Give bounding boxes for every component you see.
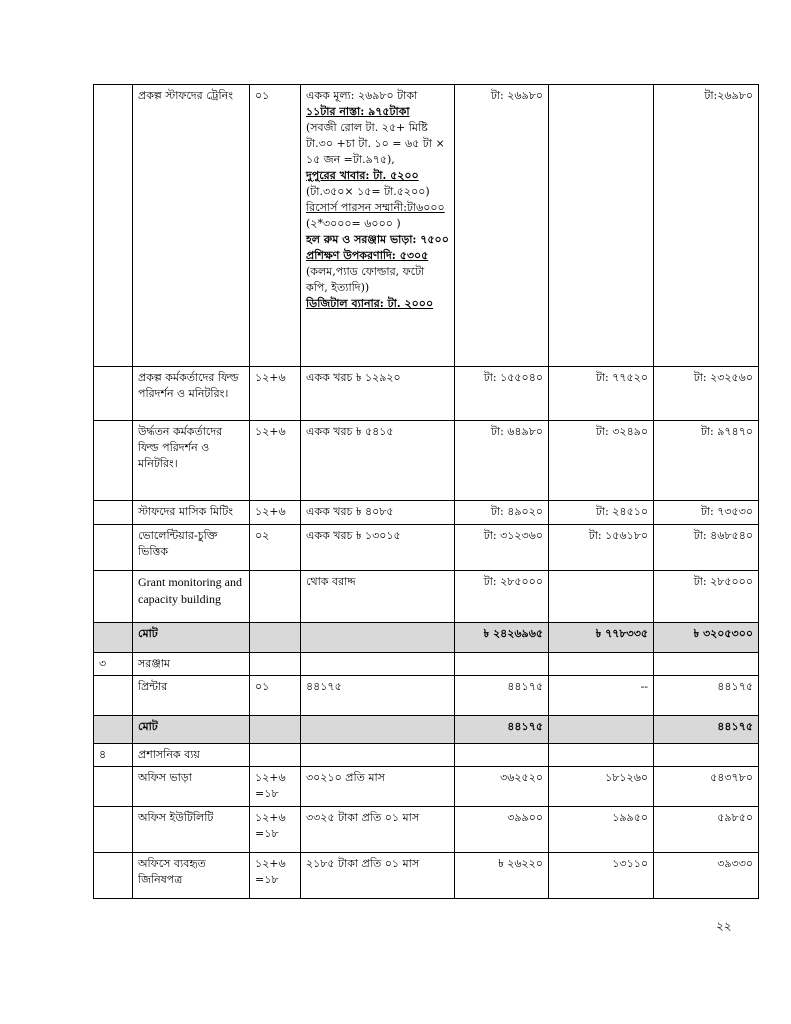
item-text: মোট <box>138 627 158 640</box>
quantity-text: ০১ <box>255 89 270 102</box>
table-row <box>94 525 759 571</box>
quantity-text: ১২+৬ <box>255 505 286 518</box>
unit-cost-cell <box>301 623 455 653</box>
cost-detail-line: ৪৪১৭৫ <box>306 680 342 693</box>
item-cell <box>133 501 250 525</box>
year1-amount-cell <box>455 623 549 653</box>
budget-table <box>93 84 759 899</box>
year1-amount-cell <box>455 767 549 807</box>
year2-amount-cell <box>549 853 654 899</box>
item-text: অফিস ইউটিলিটি <box>138 811 214 824</box>
table-row <box>94 853 759 899</box>
year2-amount-text: টা: ৩২৪৯০ <box>595 425 648 438</box>
year1-amount-cell <box>455 807 549 853</box>
cost-detail-line: ১১টার নাস্তা: ৯৭৫টাকা <box>306 105 410 118</box>
total-amount-text: টা: ২৩২৫৬০ <box>693 371 753 384</box>
table-row <box>94 501 759 525</box>
unit-cost-cell <box>301 501 455 525</box>
year1-amount-text: টা: ২৮৫০০০ <box>483 575 543 588</box>
serial-cell <box>94 676 133 716</box>
unit-cost-cell <box>301 744 455 767</box>
serial-cell <box>94 501 133 525</box>
item-text: Grant monitoring and capacity building <box>138 575 242 606</box>
table-row <box>94 653 759 676</box>
serial-cell <box>94 767 133 807</box>
year2-amount-text: টা: ২৪৫১০ <box>595 505 648 518</box>
cost-detail-line: ৩০২১০ প্রতি মাস <box>306 771 385 784</box>
year1-amount-cell <box>455 525 549 571</box>
year1-amount-cell <box>455 421 549 501</box>
item-cell <box>133 85 250 367</box>
unit-cost-cell <box>301 571 455 623</box>
total-amount-text: টা: ৯৭৪৭০ <box>700 425 753 438</box>
year2-amount-cell <box>549 501 654 525</box>
quantity-cell <box>250 623 301 653</box>
year1-amount-text: ৩৬২৫২০ <box>500 771 543 784</box>
serial-cell <box>94 85 133 367</box>
total-amount-cell <box>654 653 759 676</box>
unit-cost-cell <box>301 85 455 367</box>
item-text: প্রকল্প কর্মকর্তাদের ফিল্ড পরিদর্শন ও মনিটরিং। <box>138 371 239 400</box>
year1-amount-text: ৪৪১৭৫ <box>507 720 543 733</box>
quantity-text: ০২ <box>255 529 270 542</box>
unit-cost-cell <box>301 716 455 744</box>
total-amount-text: ৩৯৩৩০ <box>717 857 753 870</box>
table-row <box>94 367 759 421</box>
total-amount-text: টা: ৭৩৫৩০ <box>700 505 753 518</box>
year2-amount-text: -- <box>640 680 648 693</box>
year2-amount-cell <box>549 744 654 767</box>
unit-cost-cell <box>301 676 455 716</box>
total-amount-cell <box>654 525 759 571</box>
year2-amount-cell <box>549 716 654 744</box>
year2-amount-text: ৳ ৭৭৮৩৩৫ <box>595 627 648 640</box>
total-amount-cell <box>654 571 759 623</box>
total-amount-cell <box>654 853 759 899</box>
unit-cost-cell <box>301 853 455 899</box>
table-row <box>94 744 759 767</box>
total-amount-text: টা: ২৮৫০০০ <box>693 575 753 588</box>
year2-amount-cell <box>549 367 654 421</box>
year1-amount-cell <box>455 571 549 623</box>
item-text: উর্দ্ধতন কর্মকর্তাদের ফিল্ড পরিদর্শন ও মনিটরিং। <box>138 425 223 470</box>
year1-amount-cell <box>455 853 549 899</box>
page-number: ২২ <box>716 919 732 933</box>
quantity-cell <box>250 525 301 571</box>
year2-amount-cell <box>549 421 654 501</box>
quantity-cell <box>250 853 301 899</box>
unit-cost-cell <box>301 525 455 571</box>
quantity-cell <box>250 807 301 853</box>
cost-detail-line: একক মূল্য: ২৬৯৮০ টাকা <box>306 89 418 102</box>
year2-amount-text: ১৩১১০ <box>612 857 648 870</box>
quantity-cell <box>250 653 301 676</box>
cost-detail-line: রিসোর্স পারসন সম্মানী:টা৬০০০ <box>306 201 445 214</box>
item-text: মোট <box>138 720 158 733</box>
total-amount-cell <box>654 367 759 421</box>
total-amount-cell <box>654 807 759 853</box>
serial-cell <box>94 367 133 421</box>
unit-cost-cell <box>301 767 455 807</box>
serial-cell <box>94 744 133 767</box>
year1-amount-text: ৪৪১৭৫ <box>507 680 543 693</box>
year2-amount-cell <box>549 676 654 716</box>
total-amount-cell <box>654 421 759 501</box>
quantity-cell <box>250 767 301 807</box>
cost-detail-line: ২১৮৫ টাকা প্রতি ০১ মাস <box>306 857 420 870</box>
item-cell <box>133 367 250 421</box>
year2-amount-cell <box>549 623 654 653</box>
year2-amount-cell <box>549 807 654 853</box>
serial-cell <box>94 853 133 899</box>
quantity-cell <box>250 501 301 525</box>
total-amount-cell <box>654 85 759 367</box>
serial-cell <box>94 716 133 744</box>
item-text: প্রিন্টার <box>138 680 168 693</box>
table-row <box>94 421 759 501</box>
total-amount-text: ৫৪৩৭৮০ <box>710 771 753 784</box>
year1-amount-cell <box>455 716 549 744</box>
year1-amount-text: ৳ ২৬২২০ <box>498 857 543 870</box>
total-amount-text: টা:২৬৯৮০ <box>704 89 753 102</box>
year1-amount-cell <box>455 85 549 367</box>
total-amount-cell <box>654 767 759 807</box>
unit-cost-cell <box>301 653 455 676</box>
cost-detail-line: দুপুরের খাবার: টা. ৫২০০ <box>306 169 419 182</box>
serial-cell <box>94 653 133 676</box>
year2-amount-cell <box>549 571 654 623</box>
year2-amount-cell <box>549 653 654 676</box>
year1-amount-cell <box>455 744 549 767</box>
table-row <box>94 85 759 367</box>
item-cell <box>133 767 250 807</box>
item-cell <box>133 716 250 744</box>
quantity-cell <box>250 421 301 501</box>
total-amount-text: ৪৪১৭৫ <box>717 720 753 733</box>
unit-cost-cell <box>301 367 455 421</box>
year2-amount-text: টা: ১৫৬১৮০ <box>588 529 648 542</box>
quantity-cell <box>250 676 301 716</box>
unit-cost-cell <box>301 421 455 501</box>
year1-amount-cell <box>455 501 549 525</box>
quantity-text: ১২+৬ =১৮ <box>255 811 286 840</box>
cost-detail-line: একক খরচ ৳ ১২৯২০ <box>306 371 401 384</box>
total-row <box>94 623 759 653</box>
year1-amount-text: ৳ ২৪২৬৯৬৫ <box>483 627 543 640</box>
year1-amount-text: টা: ৩১২৩৬০ <box>483 529 543 542</box>
table-row <box>94 571 759 623</box>
cost-detail-line: (টা.৩৫০× ১৫= টা.৫২০০) <box>306 185 430 198</box>
year1-amount-cell <box>455 653 549 676</box>
item-cell <box>133 623 250 653</box>
serial-text: ৩ <box>99 657 107 670</box>
quantity-cell <box>250 744 301 767</box>
year2-amount-text: ১৯৯৫০ <box>612 811 648 824</box>
year2-amount-text: ১৮১২৬০ <box>605 771 648 784</box>
quantity-cell <box>250 716 301 744</box>
serial-cell <box>94 807 133 853</box>
quantity-text: ১২+৬ =১৮ <box>255 857 286 886</box>
total-amount-text: টা: ৪৬৮৫৪০ <box>693 529 753 542</box>
item-text: ভোলেন্টিয়ার-চুক্তি ভিত্তিক <box>138 529 218 558</box>
cost-detail-line: একক খরচ ৳ ১৩০১৫ <box>306 529 401 542</box>
cost-detail-line: (২*৩০০০= ৬০০০ ) <box>306 217 401 230</box>
total-row <box>94 716 759 744</box>
serial-cell <box>94 571 133 623</box>
year1-amount-text: ৩৯৯০০ <box>507 811 543 824</box>
item-text: প্রকল্প স্টাফদের ট্রেনিং <box>138 89 233 102</box>
total-amount-cell <box>654 623 759 653</box>
cost-detail-line: প্রশিক্ষণ উপকরণাদি: ৫৩০৫ <box>306 249 429 262</box>
total-amount-text: ৫৯৮৫০ <box>717 811 753 824</box>
quantity-cell <box>250 85 301 367</box>
item-cell <box>133 525 250 571</box>
cost-detail-line: একক খরচ ৳ ৫৪১৫ <box>306 425 394 438</box>
item-text: প্রশাসনিক ব্যয় <box>138 748 200 761</box>
year1-amount-text: টা: ২৬৯৮০ <box>490 89 543 102</box>
cost-detail-line: (কলম,প্যাড ফোল্ডার, ফটো কপি, ইত্যাদি)) <box>306 265 425 294</box>
item-text: অফিস ভাড়া <box>138 771 192 784</box>
year1-amount-text: টা: ১৫৫০৪০ <box>483 371 543 384</box>
table-row <box>94 676 759 716</box>
year1-amount-text: টা: ৬৪৯৮০ <box>490 425 543 438</box>
cost-detail-line: একক খরচ ৳ ৪০৮৫ <box>306 505 394 518</box>
quantity-text: ১২+৬ <box>255 371 286 384</box>
item-text: অফিসে ব্যবহৃত জিনিষপত্র <box>138 857 206 886</box>
cost-detail-line: থোক বরাদ্দ <box>306 575 356 588</box>
unit-cost-cell <box>301 807 455 853</box>
year2-amount-cell <box>549 525 654 571</box>
cost-detail-line: ৩৩২৫ টাকা প্রতি ০১ মাস <box>306 811 420 824</box>
item-text: স্টাফদের মাসিক মিটিং <box>138 505 233 518</box>
table-row <box>94 807 759 853</box>
cost-detail-line: হল রুম ও সরঞ্জাম ভাড়া: ৭৫০০ <box>306 233 449 246</box>
item-text: সরঞ্জাম <box>138 657 171 670</box>
total-amount-text: ৪৪১৭৫ <box>717 680 753 693</box>
total-amount-cell <box>654 716 759 744</box>
year1-amount-text: টা: ৪৯০২০ <box>490 505 543 518</box>
total-amount-cell <box>654 501 759 525</box>
year1-amount-cell <box>455 367 549 421</box>
item-cell <box>133 421 250 501</box>
serial-cell <box>94 421 133 501</box>
serial-cell <box>94 525 133 571</box>
quantity-cell <box>250 367 301 421</box>
quantity-text: ১২+৬ <box>255 425 286 438</box>
total-amount-cell <box>654 744 759 767</box>
year1-amount-cell <box>455 676 549 716</box>
year2-amount-text: টা: ৭৭৫২০ <box>595 371 648 384</box>
item-cell <box>133 807 250 853</box>
quantity-text: ০১ <box>255 680 270 693</box>
cost-detail-line: (সবজী রোল টা. ২৫+ মিষ্টি টা.৩০ +চা টা. ১০ = ৬৫ টা × ১৫ জন =টা.৯৭৫), <box>306 121 445 166</box>
serial-cell <box>94 623 133 653</box>
total-amount-text: ৳ ৩২০৫৩০০ <box>693 627 753 640</box>
total-amount-cell <box>654 676 759 716</box>
year2-amount-cell <box>549 85 654 367</box>
table-row <box>94 767 759 807</box>
item-cell <box>133 853 250 899</box>
quantity-cell <box>250 571 301 623</box>
serial-text: ৪ <box>99 748 107 761</box>
item-cell <box>133 571 250 623</box>
item-cell <box>133 676 250 716</box>
item-cell <box>133 653 250 676</box>
quantity-text: ১২+৬ =১৮ <box>255 771 286 800</box>
year2-amount-cell <box>549 767 654 807</box>
cost-detail-line: ডিজিটাল ব্যানার: টা. ২০০০ <box>306 297 434 310</box>
item-cell <box>133 744 250 767</box>
